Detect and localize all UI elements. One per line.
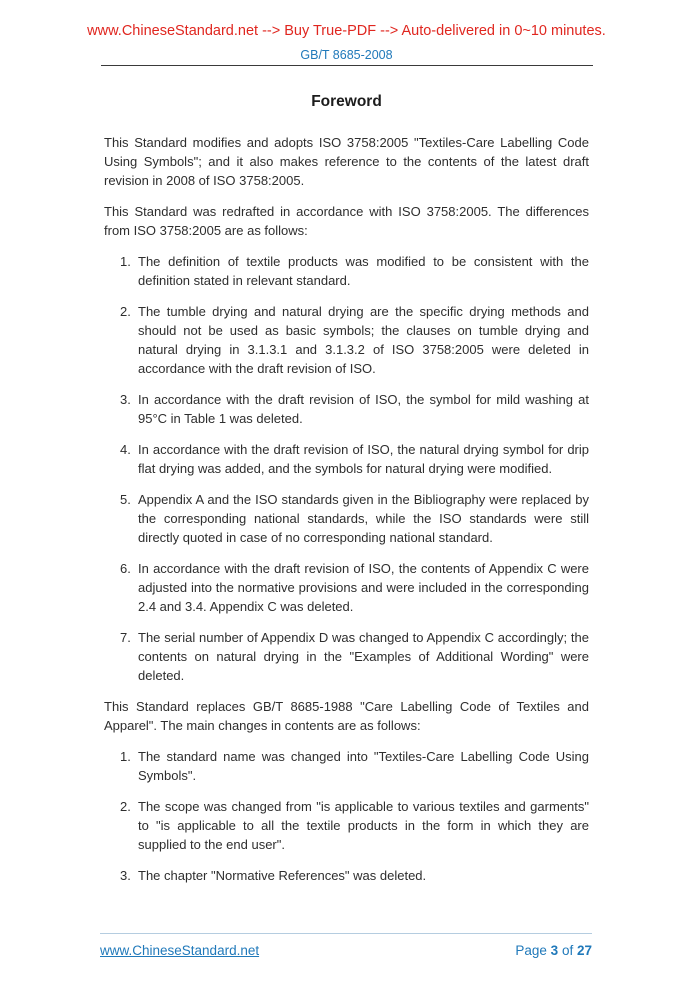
list-item-text: The tumble drying and natural drying are the specific drying methods and should not be used as basic symbols; the clauses on tumble drying and natural drying in 3.1.3.1 and 3.1.3.2 of ISO 3758:2005 were deleted in accordance with the draft revision of ISO. [138, 304, 589, 376]
list-item-number: 6. [120, 561, 131, 576]
list-item-text: In accordance with the draft revision of ISO, the natural drying symbol for drip flat drying was added, and the symbols for natural drying were modified. [138, 442, 589, 476]
list-item [104, 559, 589, 616]
differences-list [104, 252, 589, 685]
list-item-number: 3. [120, 868, 131, 883]
list-item [104, 302, 589, 378]
list-item [104, 747, 589, 785]
paragraph-differences-lead: This Standard was redrafted in accordance with ISO 3758:2005. The differences from ISO 3758:2005 are as follows: [104, 204, 589, 238]
list-item-number: 1. [120, 749, 131, 764]
page-footer [100, 933, 592, 958]
page-total: 27 [576, 943, 592, 958]
list-item [104, 252, 589, 290]
list-item-number: 5. [120, 492, 131, 507]
page-label: Page [515, 943, 547, 958]
list-item-number: 2. [120, 799, 131, 814]
standard-code: GB/T 8685-2008 [300, 48, 393, 62]
page-current: 3 [550, 943, 559, 958]
list-item [104, 628, 589, 685]
list-item-number: 3. [120, 392, 131, 407]
list-item [104, 866, 589, 885]
paragraph-intro: This Standard modifies and adopts ISO 3758:2005 "Textiles-Care Labelling Code Using Symbols"; and it also makes reference to the contents of the latest draft revision in 2008 of ISO 3758:2005. [104, 135, 589, 188]
list-item [104, 440, 589, 478]
document-page [0, 21, 693, 1001]
list-item-text: In accordance with the draft revision of ISO, the contents of Appendix C were adjusted into the normative provisions and were included in the corresponding 2.4 and 3.4. Appendix C was deleted. [138, 561, 589, 614]
page-indicator [515, 943, 592, 958]
page-title: Foreword [311, 93, 382, 110]
list-item-text: The chapter "Normative References" was deleted. [138, 868, 427, 883]
list-item-text: The definition of textile products was modified to be consistent with the definition stated in relevant standard. [138, 254, 589, 288]
list-item-number: 1. [120, 254, 131, 269]
list-item-number: 4. [120, 442, 131, 457]
list-item [104, 490, 589, 547]
list-item-text: Appendix A and the ISO standards given in the Bibliography were replaced by the corresponding national standards, while the ISO standards were still directly quoted in case of no corresponding national standard. [138, 492, 589, 545]
promo-banner-link[interactable]: www.ChineseStandard.net --> Buy True-PDF --> Auto-delivered in 0~10 minutes. [87, 23, 606, 39]
list-item [104, 390, 589, 428]
list-item-text: The standard name was changed into "Textiles-Care Labelling Code Using Symbols". [138, 749, 589, 783]
page-content [104, 92, 589, 885]
list-item-text: In accordance with the draft revision of ISO, the symbol for mild washing at 95°C in Table 1 was deleted. [138, 392, 589, 426]
of-label: of [561, 943, 574, 958]
header-divider [101, 65, 593, 66]
paragraph-replaces-lead: This Standard replaces GB/T 8685-1988 "Care Labelling Code of Textiles and Apparel". The main changes in contents are as follows: [104, 699, 589, 733]
list-item-number: 2. [120, 304, 131, 319]
list-item-text: The serial number of Appendix D was changed to Appendix C accordingly; the contents on natural drying in the "Examples of Additional Wording" were deleted. [138, 630, 589, 683]
list-item [104, 797, 589, 854]
footer-site-link[interactable]: www.ChineseStandard.net [100, 943, 260, 958]
list-item-text: The scope was changed from "is applicable to various textiles and garments" to "is applicable to all the textile products in the form in which they are supplied to the end user". [138, 799, 589, 852]
main-changes-list [104, 747, 589, 885]
list-item-number: 7. [120, 630, 131, 645]
